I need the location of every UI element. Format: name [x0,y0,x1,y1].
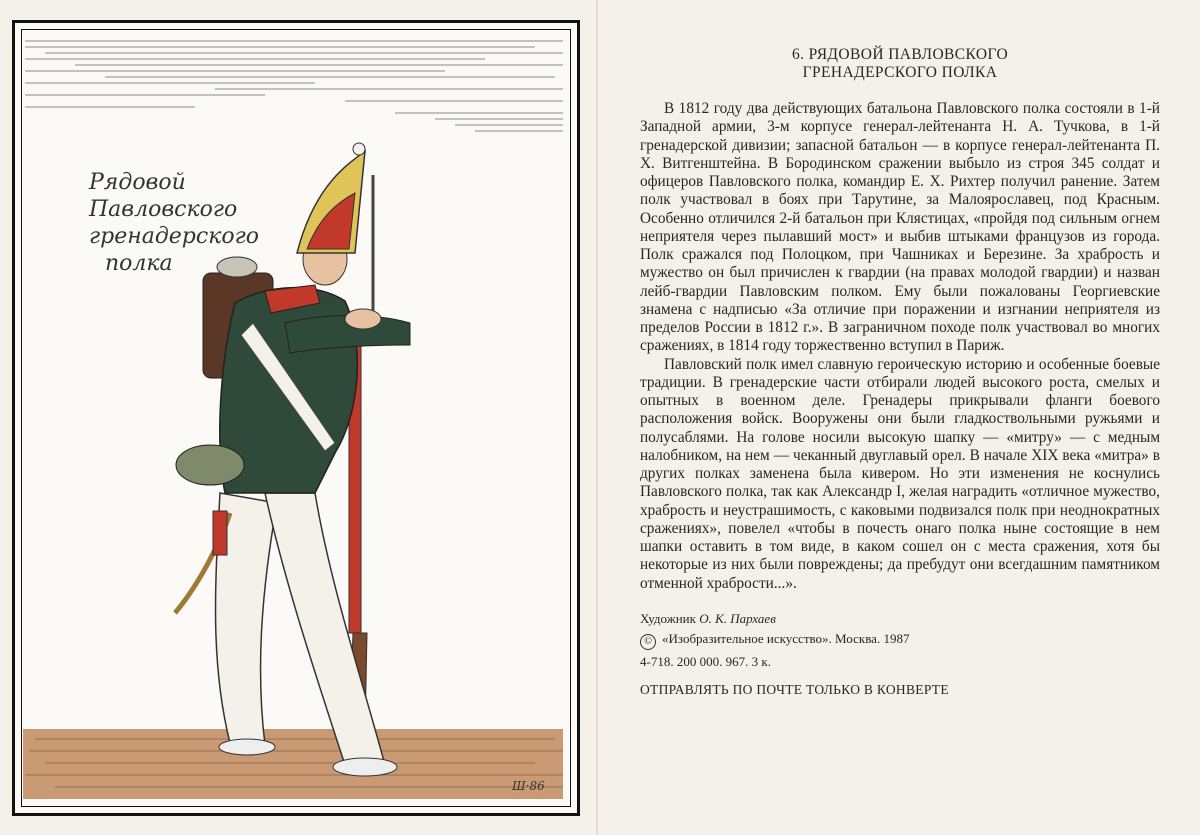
artist-credit [640,610,1160,627]
mitre-pompom [353,143,365,155]
caption-line: полка [105,251,173,276]
copyright-icon: © [640,634,656,650]
right-shoe [333,758,397,776]
caption-line: Рядовой [89,170,186,195]
description-column [640,46,1160,698]
grenadier-illustration [15,23,571,807]
history-paragraph: В 1812 году два действующих батальона Павловского полка состояли в 1-й Западной армии, 3-м корпусе генерал-лейтенанта Н. А. Тучкова, в 1-й гренадерской дивизии; запасной батальон — в корпусе генерал-лейтенанта П. Х. Витгенштейна. В Бородинском сражении выбыло из строя 345 солдат и офицеров Павловского полка, командир Е. Х. Рихтер получил ранение. Затем полк участвовал в боях при Тарутине, за Малоярославец, под Красным. Особенно отличился 2-й батальон при Клястицах, «пройдя под сильным огнем неприятеля через пылавший мост» и выбив штыками французов из города. Полк сражался под Полоцком, при Чашниках и Березине. За храбрость и мужество он был причислен к гвардии (на правах молодой гвардии) и назван лейб-гвардии Павловским полком. Ему были пожалованы Георгиевские знамена с надписью «За отличие при поражении и изгнании неприятеля из пределов России в 1812 г.». В заграничном походе полк участвовал во многих сражениях, в 1814 году торжественно вступил в Париж. [640,100,1160,355]
artist-prefix: Художник [640,610,696,626]
illustration-frame [12,20,580,816]
rolled-greatcoat [176,445,244,485]
card-fold [596,0,598,835]
copyright-line [640,631,1160,650]
artist-name: О. К. Пархаев [699,610,776,626]
hands [345,309,381,329]
caption-line: гренадерского [89,224,259,249]
print-info: 4-718. 200 000. 967. 3 к. [640,653,771,669]
left-shoe [219,739,275,755]
card-title [640,46,1160,82]
red-tassel [213,511,227,555]
traditions-paragraph: Павловский полк имел славную героическую историю и особенные боевые традиции. В гренадерские части отбирали людей высокого роста, смелых и опытных в военном деле. Гренадеры прикрывали фланги боевого расположения войск. Вооружены они были гладкоствольными ружьями и полусаблями. На голове носили высокую шапку — «митру» — с медным налобником, на нем — чеканный двуглавый орел. В начале XIX века «митра» в других полках заменена была кивером. Но эти изменения не коснулись Павловского полка, так как Александр I, желая наградить «отличное мужество, храбрость и неустрашимость, с каковыми подвизался полк при неоднократных сражениях», повелел «чтобы в почесть онаго полка ныне состоящие в нем шапки оставить в том виде, в каком сошел он с места сражения, хотя бы некоторые из них были повреждены; да пребудут они всегдашним памятником отменной храбрости...». [640,355,1160,592]
illustration-caption [89,169,259,277]
artist-signature: Ш·86 [512,779,545,793]
publisher: «Изобразительное искусство». Москва. 1987 [662,630,910,646]
caption-line: Павловского [89,197,238,222]
sky-clouds [25,41,563,131]
title-line: 6. РЯДОВОЙ ПАВЛОВСКОГО [791,46,1009,63]
title-line: ГРЕНАДЕРСКОГО ПОЛКА [802,64,998,81]
right-leg [265,493,385,765]
mail-notice: ОТПРАВЛЯТЬ ПО ПОЧТЕ ТОЛЬКО В КОНВЕРТЕ [640,681,949,697]
